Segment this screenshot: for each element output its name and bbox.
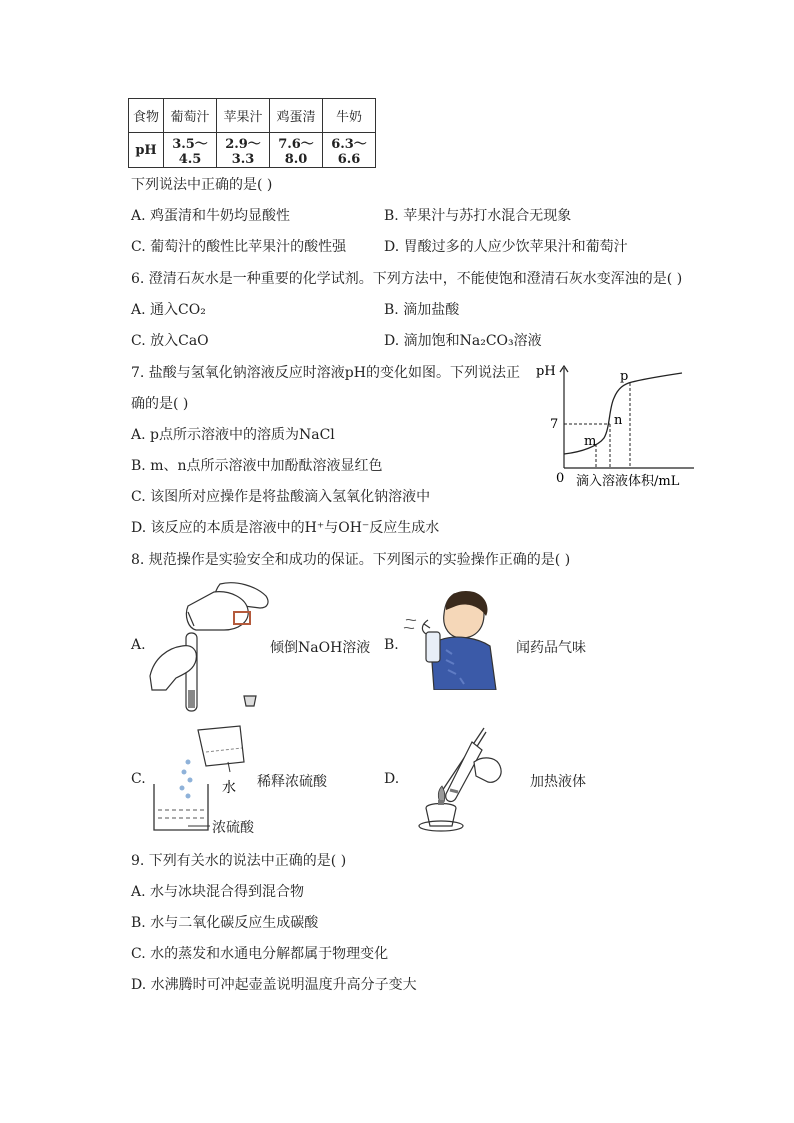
water-label: 水	[222, 780, 236, 796]
ph-curve-graph	[532, 358, 702, 493]
q7-option-b: B. m、n点所示溶液中加酚酞溶液显红色	[131, 458, 383, 474]
acid-beaker-icon	[154, 784, 208, 830]
y-tick-7: 7	[550, 417, 559, 432]
q8-option-a-caption: 倾倒NaOH溶液	[270, 640, 371, 656]
q5-stem: 下列说法中正确的是( )	[131, 177, 273, 193]
bottle-stopper-icon	[244, 696, 256, 706]
smelling-chemical-illustration	[400, 590, 500, 690]
q5-option-a: A. 鸡蛋清和牛奶均显酸性	[131, 208, 291, 224]
q9-option-a: A. 水与冰块混合得到混合物	[131, 884, 305, 900]
q9-option-b: B. 水与二氧化碳反应生成碳酸	[131, 915, 319, 931]
boy-shirt	[432, 637, 496, 690]
fumes-icon	[404, 619, 416, 628]
q5-option-c: C. 葡萄汁的酸性比苹果汁的酸性强	[131, 239, 347, 255]
q9-option-d: D. 水沸腾时可冲起壶盖说明温度升高分子变大	[131, 977, 417, 993]
table-header-cell: 葡萄汁	[164, 99, 217, 133]
q6-option-a: A. 通入CO₂	[131, 302, 206, 318]
q8-option-b-caption: 闻药品气味	[516, 640, 586, 656]
alcohol-lamp-icon	[426, 804, 456, 827]
liquid-in-tube	[188, 690, 195, 708]
q6-option-b: B. 滴加盐酸	[384, 302, 460, 318]
q6-option-d: D. 滴加饱和Na₂CO₃溶液	[384, 333, 542, 349]
q8-option-a-letter: A.	[131, 637, 146, 653]
q8-option-d-letter: D.	[384, 771, 400, 787]
table-row-label: pH	[129, 133, 164, 168]
q6-option-c: C. 放入CaO	[131, 333, 209, 349]
q8-stem: 8. 规范操作是实验安全和成功的保证。下列图示的实验操作正确的是( )	[131, 552, 571, 568]
water-drop	[186, 794, 191, 799]
table-header-cell: 食物	[129, 99, 164, 133]
ph-curve	[564, 373, 682, 454]
table-header-cell: 鸡蛋清	[270, 99, 323, 133]
q6-stem: 6. 澄清石灰水是一种重要的化学试剂。下列方法中，不能使饱和澄清石灰水变浑浊的是( )	[131, 271, 683, 287]
q7-stem-line2: 确的是( )	[131, 396, 189, 412]
table-header-cell: 牛奶	[323, 99, 376, 133]
y-axis-label: pH	[536, 364, 556, 379]
q8-option-c-letter: C.	[131, 771, 146, 787]
q8-option-b-letter: B.	[384, 637, 399, 653]
water-drop	[188, 778, 193, 783]
q9-stem: 9. 下列有关水的说法中正确的是( )	[131, 853, 347, 869]
table-cell: 3.5～4.5	[164, 133, 217, 168]
heating-liquid-illustration	[400, 722, 510, 834]
lamp-wick	[438, 800, 444, 805]
pouring-naoh-illustration	[148, 578, 273, 713]
point-m: m	[584, 434, 597, 449]
q7-option-c: C. 该图所对应操作是将盐酸滴入氢氧化钠溶液中	[131, 489, 431, 505]
q5-option-b: B. 苹果汁与苏打水混合无现象	[384, 208, 572, 224]
q5-option-d: D. 胃酸过多的人应少饮苹果汁和葡萄汁	[384, 239, 628, 255]
table-cell: 7.6～8.0	[270, 133, 323, 168]
point-p: p	[620, 369, 629, 384]
water-beaker-icon	[198, 726, 244, 766]
acid-label: 浓硫酸	[212, 820, 254, 836]
q7-stem-line1: 7. 盐酸与氢氧化钠溶液反应时溶液pH的变化如图。下列说法正	[131, 365, 520, 381]
water-drop	[186, 760, 191, 765]
x-axis-label: 滴入溶液体积/mL	[576, 474, 680, 489]
liquid-in-tube	[450, 790, 458, 792]
table-row	[129, 133, 376, 168]
q7-option-d: D. 该反应的本质是溶液中的H⁺与OH⁻反应生成水	[131, 520, 440, 536]
hand-icon	[474, 758, 501, 782]
q8-option-c-caption: 稀释浓硫酸	[257, 774, 327, 790]
q8-option-d-caption: 加热液体	[530, 774, 586, 790]
ph-table	[128, 98, 376, 168]
table-cell: 6.3～6.6	[323, 133, 376, 168]
point-n: n	[614, 413, 623, 428]
origin-label: 0	[556, 471, 565, 486]
water-drop	[180, 786, 185, 791]
chemical-bottle-icon	[426, 632, 440, 662]
table-cell: 2.9～3.3	[217, 133, 270, 168]
q9-option-c: C. 水的蒸发和水通电分解都属于物理变化	[131, 946, 389, 962]
table-header-row	[129, 99, 376, 133]
q7-option-a: A. p点所示溶液中的溶质为NaCl	[131, 427, 335, 443]
water-drop	[182, 770, 187, 775]
table-header-cell: 苹果汁	[217, 99, 270, 133]
